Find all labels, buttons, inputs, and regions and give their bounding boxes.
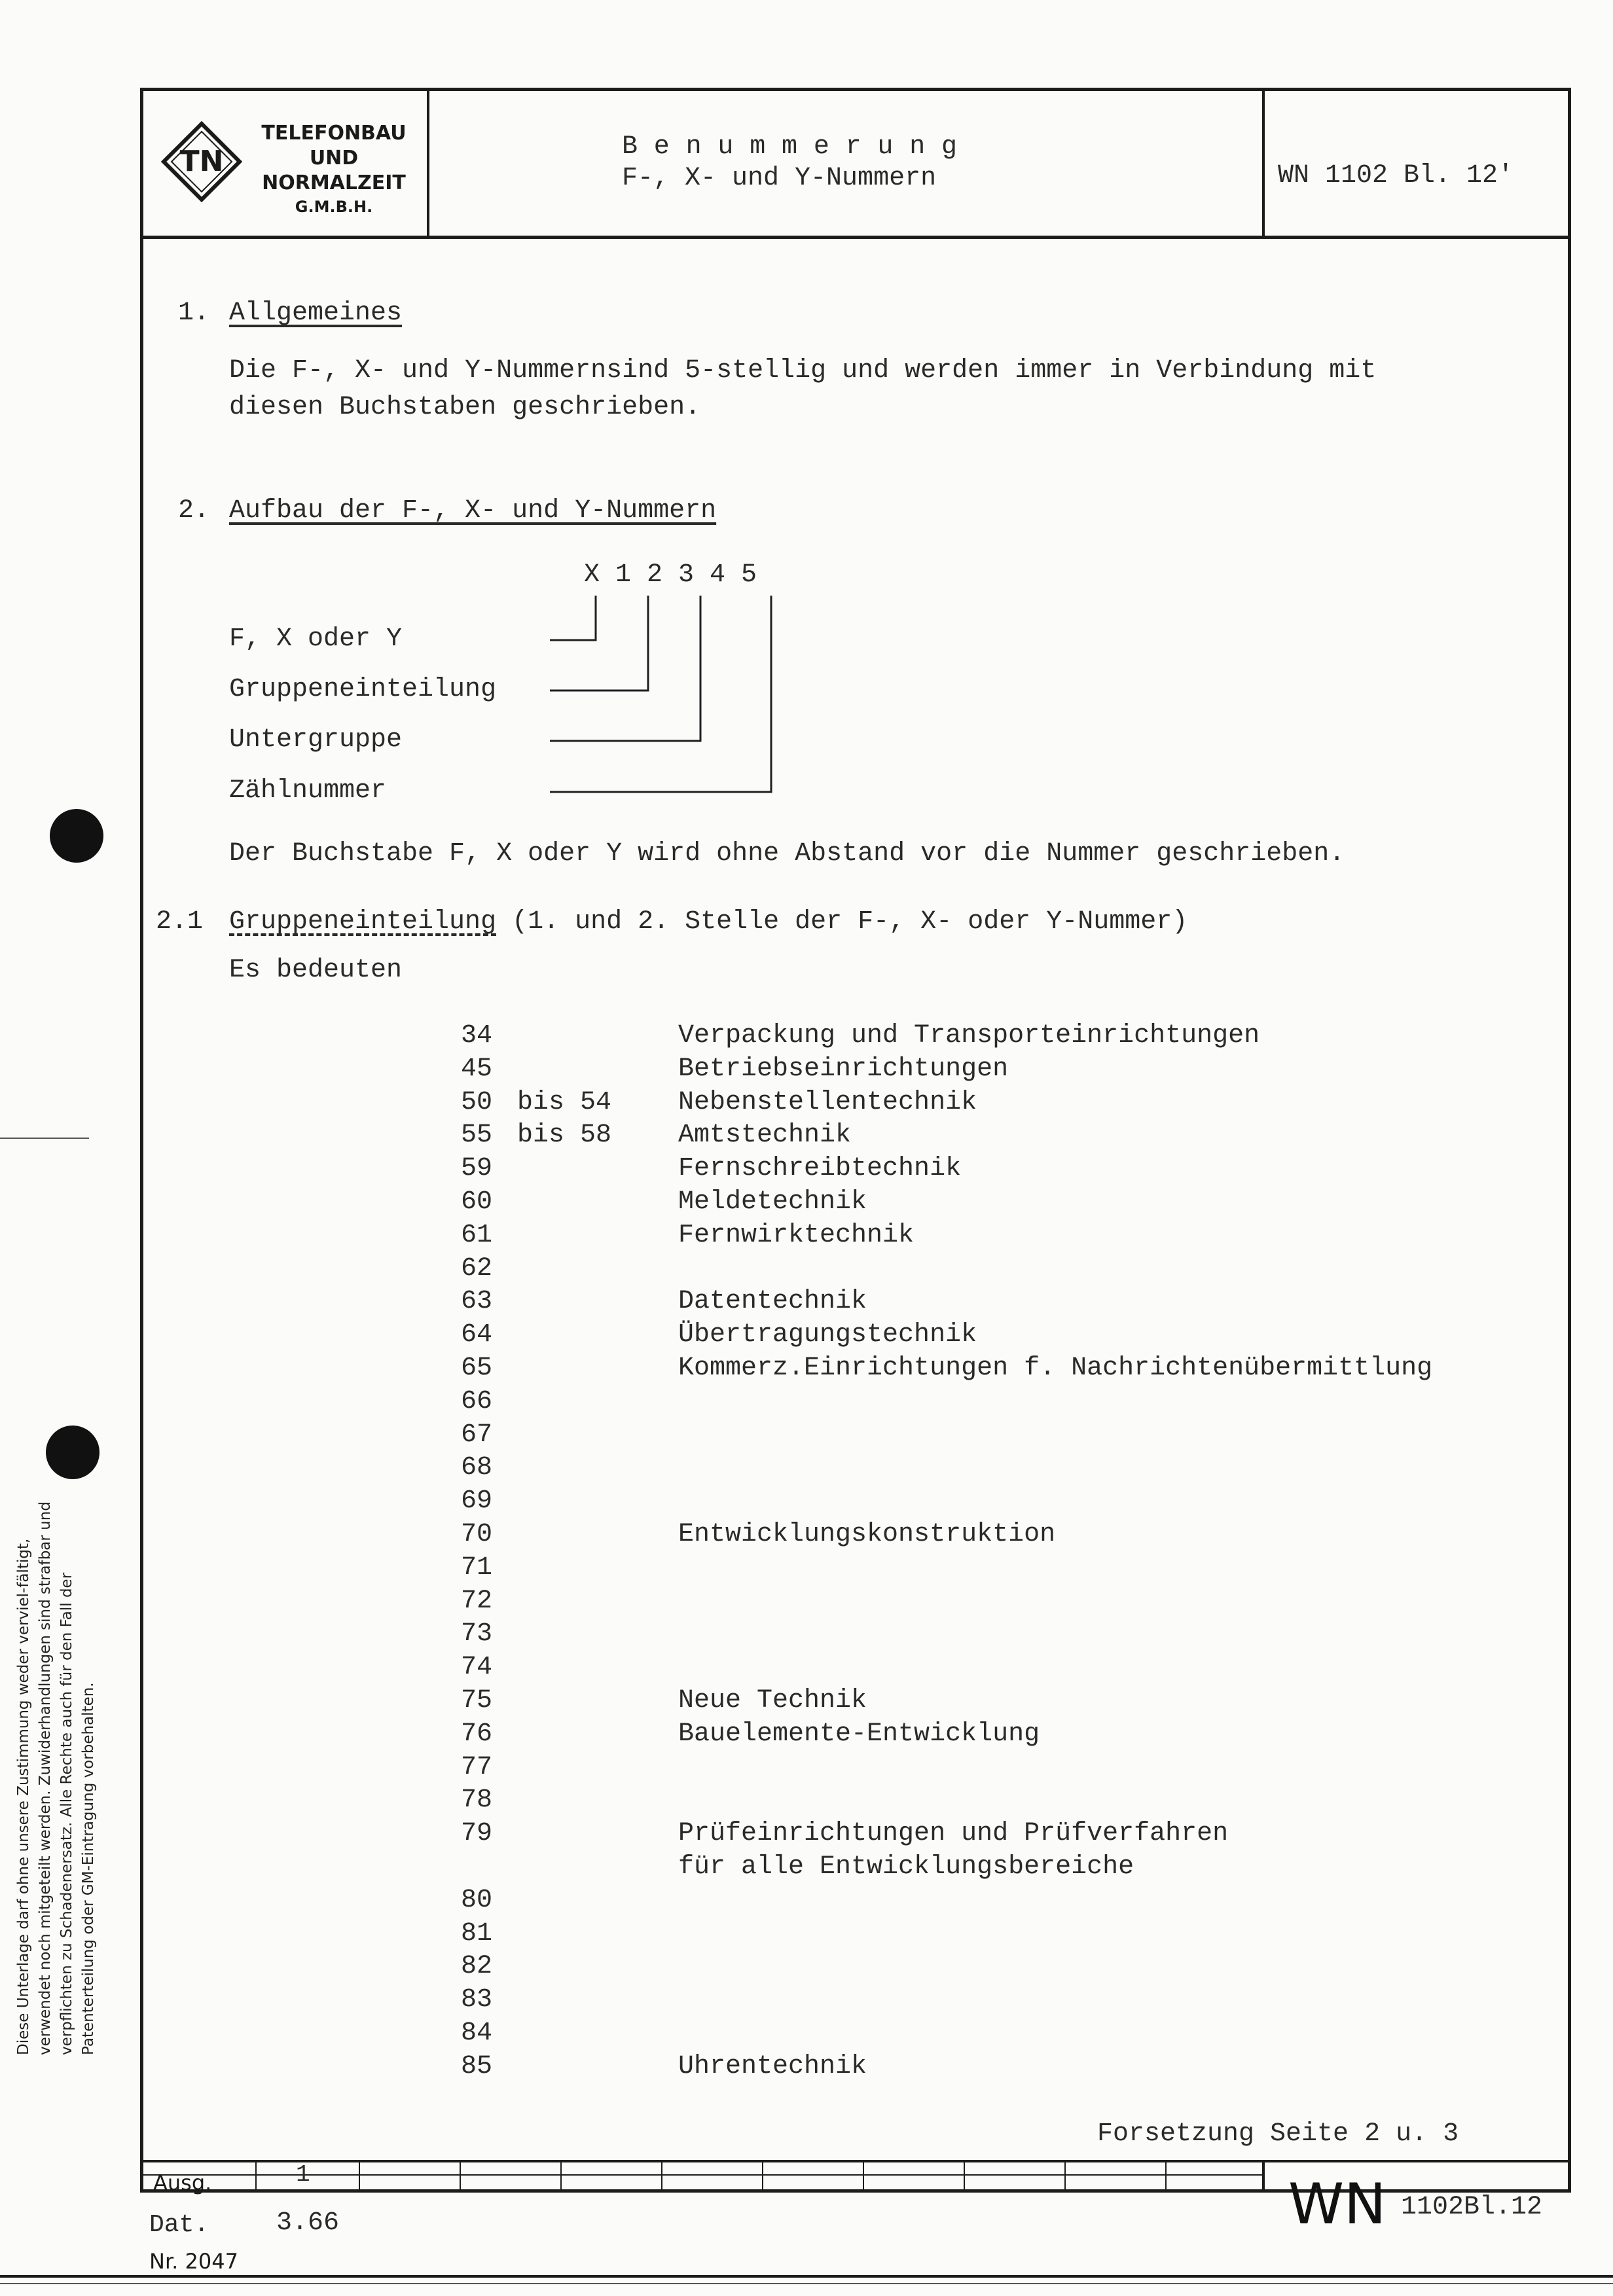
footer-cell-divider [255,2160,257,2193]
header-bottom-rule [140,236,1571,239]
group-description: Meldetechnik [678,1187,867,1217]
group-number: 67 [461,1420,493,1450]
page-edge-rule-2 [0,2283,1613,2284]
group-description: Amtstechnik [678,1121,852,1150]
logo-letters: TN [179,145,224,178]
group-range: bis 58 [517,1121,612,1150]
group-number: 68 [461,1453,493,1482]
diagram-label-counter: Zählnummer [229,776,387,806]
group-description: Entwicklungskonstruktion [678,1520,1056,1549]
punch-hole-bottom [46,1426,100,1479]
footer-cell-divider [863,2160,864,2193]
group-range: bis 54 [517,1088,612,1117]
section-2-note: Der Buchstabe F, X oder Y wird ohne Abstand vor die Nummer geschrieben. [229,839,1345,869]
page-edge-rule-1 [0,2275,1613,2278]
margin-fold-mark [0,1138,89,1139]
footer-ausg-value: 1 [296,2161,310,2188]
group-description: Betriebseinrichtungen [678,1054,1009,1084]
section-1-number: 1. [178,298,210,328]
company-name-line1: TELEFONBAU [261,122,407,145]
section-2-title: Aufbau der F-, X- und Y-Nummern [229,496,717,526]
section-2-1-intro: Es bedeuten [229,956,403,985]
footer-divider-wn [1262,2160,1265,2193]
group-description: Kommerz.Einrichtungen f. Nachrichtenübermittlung [678,1354,1433,1383]
company-logo [161,121,242,202]
group-number: 63 [461,1287,493,1316]
group-number: 34 [461,1021,493,1050]
section-2-1-subtitle: (1. und 2. Stelle der F-, X- oder Y-Nummer) [496,907,1188,937]
section-2-number: 2. [178,496,210,526]
group-number: 50 [461,1088,493,1117]
diagram-brackets [537,589,786,798]
punch-hole-top [50,809,103,863]
group-description: Nebenstellentechnik [678,1088,977,1117]
diagram-label-letter: F, X oder Y [229,624,403,654]
footer-cell-divider [762,2160,763,2193]
footer-cell-divider [1064,2160,1066,2193]
group-number: 72 [461,1587,493,1616]
group-number: 61 [461,1221,493,1250]
footer-dat-label: Dat. [149,2211,209,2239]
form-number: Nr. 2047 [149,2249,238,2274]
document-subtitle: F-, X- und Y-Nummern [622,164,937,193]
footer-wn-small: 1102Bl.12 [1401,2193,1543,2222]
group-description: Neue Technik [678,1686,867,1715]
group-number: 83 [461,1985,493,2015]
footer-cell-divider [359,2160,360,2193]
group-number: 60 [461,1187,493,1217]
group-description: Verpackung und Transporteinrichtungen [678,1021,1260,1050]
footer-cell-divider [661,2160,662,2193]
group-number: 62 [461,1254,493,1283]
group-number: 59 [461,1154,493,1183]
group-number: 75 [461,1686,493,1715]
section-2-1-heading [229,907,1187,937]
company-name-line3: NORMALZEIT [262,171,406,194]
group-description: Übertragungstechnik [678,1320,977,1350]
section-1-line1: Die F-, X- und Y-Nummernsind 5-stellig und werden immer in Verbindung mit [229,356,1377,386]
group-number: 85 [461,2052,493,2081]
group-number: 70 [461,1520,493,1549]
group-number: 77 [461,1753,493,1782]
legal-note: Diese Unterlage darf ohne unsere Zustimmung weder verviel-fältigt, verwendet noch mitgeteilt werden. Zuwiderhandlungen sind strafbar und verpflichten zu Schadenersatz. Alle Rechte auch für den Fall der Patenterteilung oder GM-Eintragung vorbehalten. [15,1501,97,2055]
group-number: 76 [461,1719,493,1749]
group-description: für alle Entwicklungsbereiche [678,1852,1134,1882]
footer-cell-divider [560,2160,562,2193]
diagram-label-subgroup: Untergruppe [229,725,403,755]
group-number: 81 [461,1919,493,1948]
footer-wn-big: WN [1288,2172,1386,2237]
group-number: 64 [461,1320,493,1350]
footer-dat-value: 3.66 [276,2208,340,2238]
group-number: 55 [461,1121,493,1150]
company-name-line4: G.M.B.H. [295,198,373,216]
section-1-title: Allgemeines [229,298,403,328]
group-number: 69 [461,1486,493,1516]
diagram-number: X 1 2 3 4 5 [584,560,757,590]
header-divider-left [427,88,429,237]
group-number: 79 [461,1819,493,1848]
document-title: Benummerung [622,132,973,162]
footer-cell-divider [460,2160,461,2193]
header-divider-right [1262,88,1265,237]
company-name-line2: UND [309,147,359,170]
group-number: 73 [461,1619,493,1649]
group-description: Prüfeinrichtungen und Prüfverfahren [678,1819,1229,1848]
group-number: 82 [461,1952,493,1981]
document-code: WN 1102 Bl. 12' [1278,161,1514,190]
section-1-line2: diesen Buchstaben geschrieben. [229,393,701,422]
group-description: Bauelemente-Entwicklung [678,1719,1040,1749]
footer-top-rule [140,2160,1571,2162]
group-description: Fernschreibtechnik [678,1154,962,1183]
footer-cell-divider [964,2160,965,2193]
section-2-1-title: Gruppeneinteilung [229,907,497,937]
group-number: 78 [461,1785,493,1815]
group-number: 71 [461,1553,493,1583]
group-number: 65 [461,1354,493,1383]
group-number: 66 [461,1387,493,1416]
diagram-label-group: Gruppeneinteilung [229,675,497,704]
group-description: Datentechnik [678,1287,867,1316]
group-description: Uhrentechnik [678,2052,867,2081]
section-2-1-number: 2.1 [156,907,204,937]
group-number: 84 [461,2018,493,2048]
continuation-note: Forsetzung Seite 2 u. 3 [1097,2119,1459,2149]
group-number: 45 [461,1054,493,1084]
footer-ausg-label: Ausg. [153,2170,212,2195]
footer-cell-divider [1165,2160,1167,2193]
group-description: Fernwirktechnik [678,1221,915,1250]
group-number: 80 [461,1886,493,1915]
group-number: 74 [461,1653,493,1682]
